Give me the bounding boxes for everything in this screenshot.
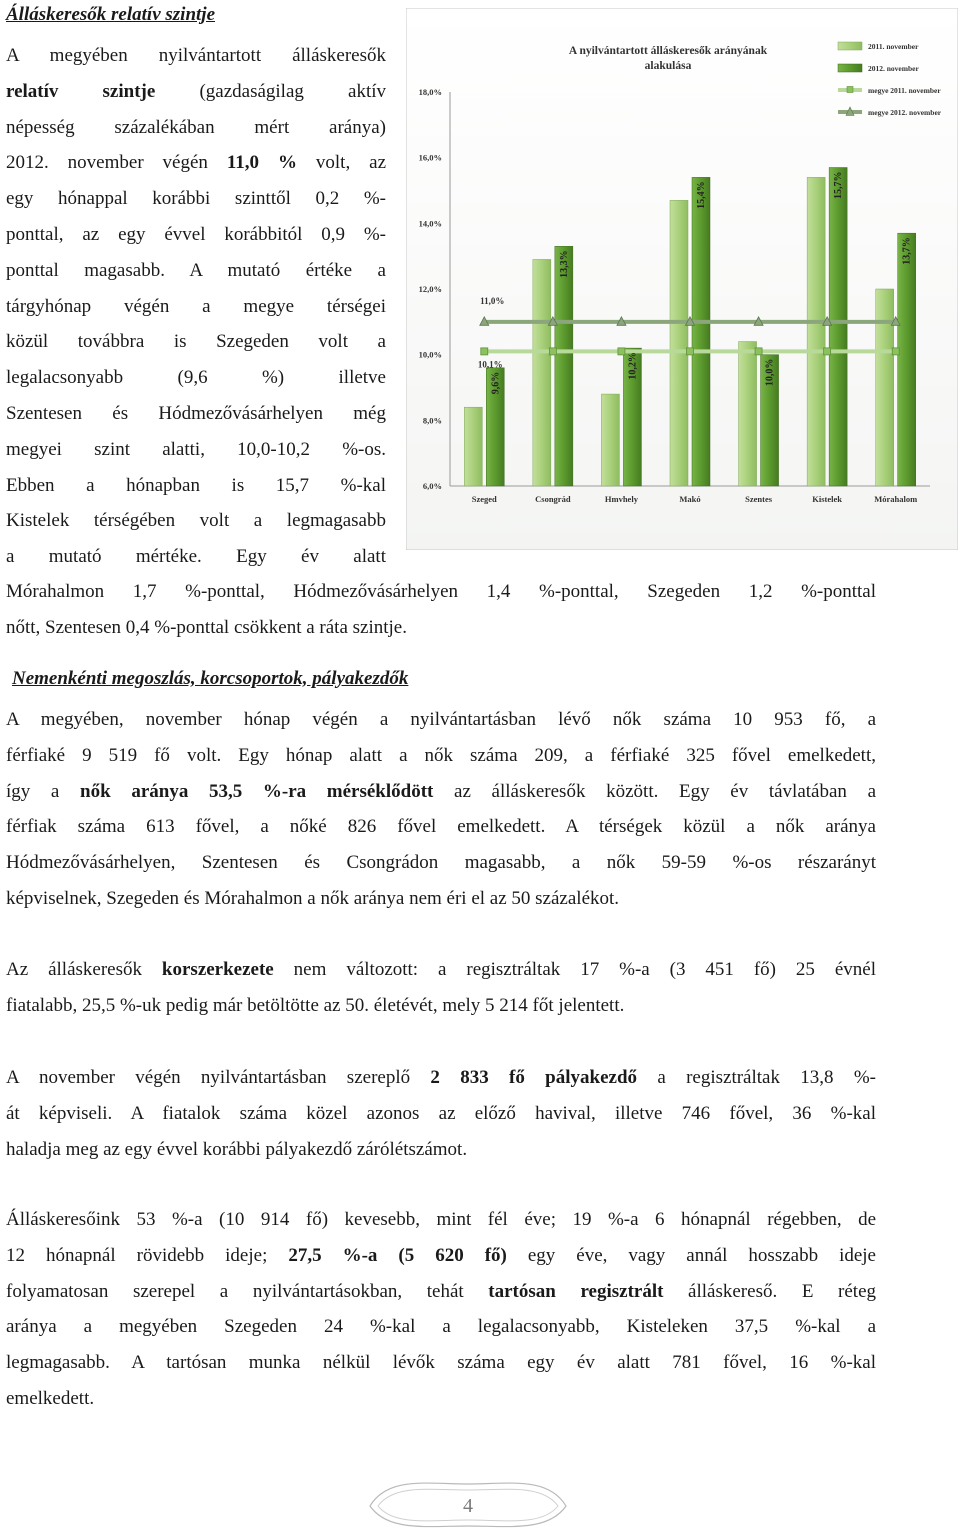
text-line: férfiak száma 613 fővel, a nőké 826 fővel emelkedett. A térségek közül a nők aránya: [6, 816, 876, 838]
bar-2011: [464, 407, 482, 486]
paragraph-relative-level: [6, 38, 386, 575]
data-label: 10,0%: [764, 358, 776, 387]
county-2011-marker: [481, 348, 488, 355]
legend-marker: [847, 87, 853, 93]
text-line: fiatalabb, 25,5 %-uk pedig már betöltötte az 50. életévét, mely 5 214 főt jelentett.: [6, 994, 625, 1016]
paragraph-gender: [6, 702, 876, 917]
text-line: ponttal magasabb. A mutató értéke a: [6, 259, 386, 281]
y-tick-label: 8,0%: [422, 415, 442, 426]
text-line: folyamatosan szerepel a nyilvántartásokban, tehát tartósan regisztrált álláskereső. E réteg: [6, 1280, 877, 1302]
text-line: relatív szintje (gazdaságilag aktív: [6, 80, 387, 102]
county-2011-marker: [618, 348, 625, 355]
text-line: nőtt, Szentesen 0,4 %-ponttal csökkent a ráta szintje.: [6, 616, 407, 638]
text-line: ponttal, az egy évvel korábbitól 0,9 %-: [6, 223, 386, 245]
text-line: tárgyhónap végén a megye térségei: [6, 295, 386, 317]
bar-2011: [739, 342, 757, 486]
x-category-label: Kistelek: [812, 494, 843, 504]
y-tick-label: 16,0%: [418, 152, 442, 163]
text-line: közül továbbra is Szegeden volt a: [6, 331, 386, 353]
legend-label: 2012. november: [868, 64, 919, 73]
bar-2011: [807, 177, 825, 486]
county-2011-marker: [549, 348, 556, 355]
county-2011-marker: [687, 348, 694, 355]
legend-label: megye 2011. november: [868, 86, 941, 95]
county-label-2011: 10,1%: [477, 359, 503, 370]
text-line: Kistelek térségében volt a legmagasabb: [6, 510, 386, 532]
county-2011-marker: [755, 348, 762, 355]
text-line: A november végén nyilvántartásban szereplő 2 833 fő pályakezdő a regisztráltak 13,8 %-: [6, 1067, 876, 1088]
page-number-ornament: [368, 1470, 568, 1534]
text-line: megyei szint alatti, 10,0-10,2 %-os.: [6, 438, 386, 460]
text-line: A megyében, november hónap végén a nyilvántartásban lévő nők száma 10 953 fő, a: [6, 709, 876, 730]
x-category-label: Szeged: [471, 494, 497, 504]
data-label: 13,7%: [901, 237, 913, 265]
text-line: egy hónappal korábbi szinttől 0,2 %-: [6, 188, 386, 210]
bar-2011: [876, 289, 894, 486]
data-label: 9,6%: [490, 371, 502, 395]
paragraph-relative-level-cont: [6, 574, 876, 646]
y-tick-label: 10,0%: [418, 349, 442, 360]
text-line: így a nők aránya 53,5 %-ra mérséklődött az álláskeresők között. Egy év távlatában a: [6, 780, 876, 802]
bar-2011: [533, 259, 551, 486]
text-line: legalacsonyabb (9,6 %) illetve: [6, 367, 386, 389]
section-heading-gender: Nemenkénti megoszlás, korcsoportok, pályakezdők: [12, 668, 409, 689]
section-heading-relative-level: Álláskeresők relatív szintje: [6, 4, 215, 25]
text-line: Hódmezővásárhelyen, Szentesen és Csongrádon magasabb, a nők 59-59 %-os részarányt: [6, 852, 876, 874]
text-line: 2012. november végén 11,0 % volt, az: [6, 152, 386, 174]
y-tick-label: 18,0%: [418, 87, 442, 97]
bar-2012: [829, 168, 847, 486]
y-tick-label: 14,0%: [418, 218, 442, 229]
text-line: aránya a megyében Szegeden 24 %-kal a legalacsonyabb, Kisteleken 37,5 %-kal a: [6, 1316, 876, 1338]
text-line: Ebben a hónapban is 15,7 %-kal: [6, 474, 386, 496]
page-number: 4: [463, 1495, 473, 1517]
legend-swatch: [838, 42, 862, 50]
text-line: emelkedett.: [6, 1387, 95, 1409]
text-line: férfiaké 9 519 fő volt. Egy hónap alatt a nők száma 209, a férfiaké 325 fővel emelkedett,: [6, 744, 876, 766]
data-label: 10,2%: [627, 352, 639, 380]
data-label: 15,7%: [833, 171, 845, 200]
x-category-label: Makó: [679, 494, 701, 504]
text-line: a mutató mértéke. Egy év alatt: [6, 546, 386, 568]
legend-label: 2011. november: [868, 42, 919, 51]
text-line: népesség százalékában mért aránya): [6, 116, 386, 138]
chart-title-line-2: alakulása: [644, 60, 692, 72]
paragraph-career-starters: [6, 1060, 876, 1167]
bar-2011: [670, 200, 688, 486]
county-2011-marker: [892, 348, 899, 355]
legend-swatch: [838, 64, 862, 72]
x-category-label: Mórahalom: [874, 494, 918, 504]
text-line: át képviseli. A fiatalok száma közel azonos az előző havival, illetve 746 fővel, 36 %-kal: [6, 1102, 876, 1124]
text-line: legmagasabb. A tartósan munka nélkül lévők száma egy év alatt 781 fővel, 16 %-kal: [6, 1352, 876, 1374]
jobseeker-ratio-chart: [406, 8, 958, 550]
data-label: 13,3%: [558, 250, 570, 278]
paragraph-age-structure: [6, 952, 876, 1024]
text-line: képviselnek, Szegeden és Mórahalmon a nők aránya nem éri el az 50 százalékot.: [6, 887, 620, 909]
bar-2012: [692, 177, 710, 486]
y-tick-label: 12,0%: [418, 284, 442, 294]
text-line: Álláskeresőink 53 %-a (10 914 fő) kevesebb, mint fél éve; 19 %-a 6 hónapnál régebben, de: [6, 1209, 876, 1230]
y-tick-label: 6,0%: [422, 481, 442, 491]
bar-2012: [898, 233, 916, 486]
x-category-label: Csongrád: [535, 494, 571, 504]
text-line: Az álláskeresők korszerkezete nem változott: a regisztráltak 17 %-a (3 451 fő) 25 évnél: [6, 959, 876, 980]
county-label-2012: 11,0%: [480, 295, 505, 306]
chart-title-line-1: A nyilvántartott álláskeresők arányának: [568, 45, 768, 57]
bar-2012: [555, 246, 573, 486]
x-category-label: Hmvhely: [604, 494, 638, 504]
text-line: 12 hónapnál rövidebb ideje; 27,5 %-a (5 620 fő) egy éve, vagy annál hosszabb ideje: [6, 1244, 876, 1266]
paragraph-long-term: [6, 1202, 876, 1417]
bar-2011: [601, 394, 619, 486]
text-line: Mórahalmon 1,7 %-ponttal, Hódmezővásárhelyen 1,4 %-ponttal, Szegeden 1,2 %-ponttal: [6, 581, 876, 602]
county-2011-marker: [824, 348, 831, 355]
legend-label: megye 2012. november: [868, 108, 942, 117]
x-category-label: Szentes: [745, 494, 773, 504]
data-label: 15,4%: [696, 181, 707, 209]
text-line: haladja meg az egy évvel korábbi pályakezdő zárólétszámot.: [6, 1138, 468, 1160]
text-line: Szentesen és Hódmezővásárhelyen még: [6, 402, 386, 424]
text-line: A megyében nyilvántartott álláskeresők: [6, 45, 386, 66]
